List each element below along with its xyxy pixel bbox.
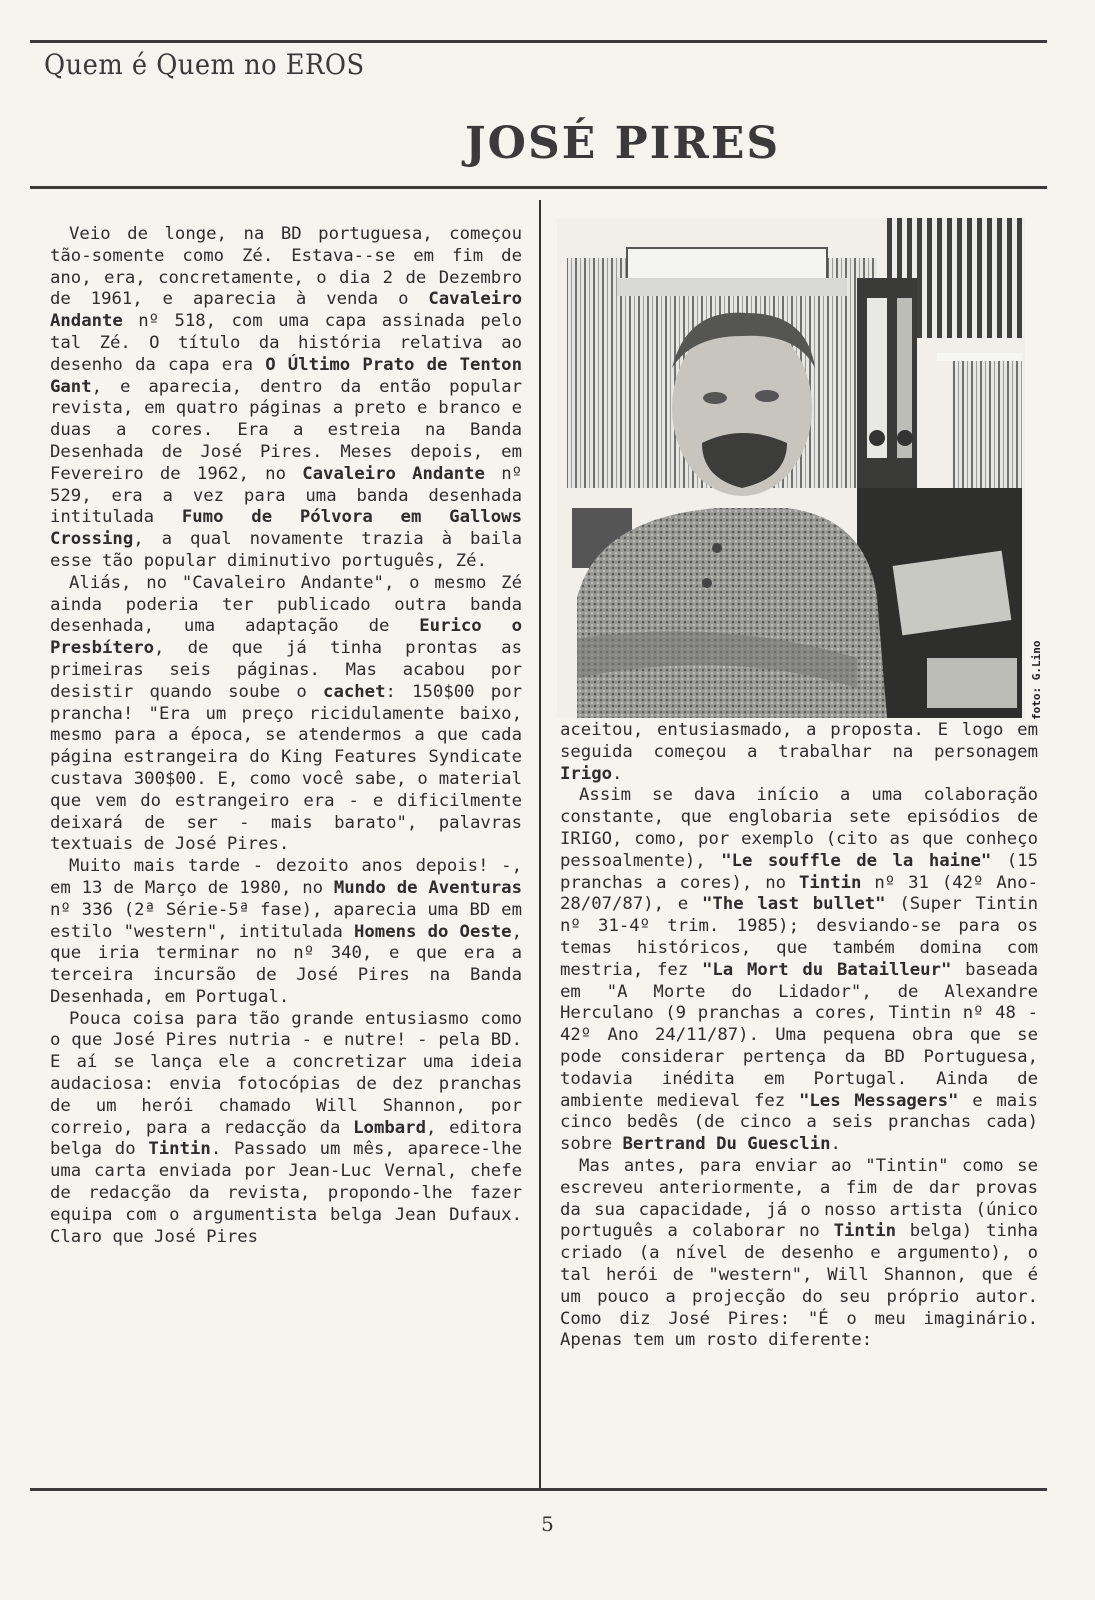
top-rule <box>30 40 1047 43</box>
bottom-rule <box>30 1488 1047 1491</box>
article-paragraph: Mas antes, para enviar ao "Tintin" como se escreveu anteriormente, a fim de dar provas da sua capacidade, já o nosso artista (único português a colaborar no Tintin belga) tinha criado (a nível de desenho e argumento), o tal herói de "western", Will Shannon, que é um pouco a projecção do seu próprio autor. Como diz José Pires: "É o meu imaginário. Apenas tem um rosto diferente: <box>560 1155 1038 1351</box>
article-column-left <box>50 224 522 1248</box>
page-number: 5 <box>541 1512 554 1536</box>
portrait-photo <box>557 218 1025 718</box>
column-divider <box>539 200 541 1490</box>
article-title: JOSÉ PIRES <box>464 118 781 169</box>
section-title: Quem é Quem no EROS <box>44 48 365 81</box>
title-rule <box>30 186 1047 189</box>
photo-credit: foto: G.Lino <box>1030 640 1043 720</box>
article-column-right <box>560 720 1038 1352</box>
article-paragraph: Muito mais tarde - dezoito anos depois! -, em 13 de Março de 1980, no Mundo de Aventuras nº 336 (2ª Série-5ª fase), aparecia uma BD em estilo "western", intitulada Homens do Oeste, que iria terminar no nº 340, e que era a terceira incursão de José Pires na Banda Desenhada, em Portugal. <box>50 856 522 1007</box>
article-paragraph: Pouca coisa para tão grande entusiasmo como o que José Pires nutria - e nutre! - pela BD. E aí se lança ele a concretizar uma ideia audaciosa: envia fotocópias de dez pranchas de um herói chamado Will Shannon, por correio, para a redacção da Lombard, editora belga do Tintin. Passado um mês, aparece-lhe uma carta enviada por Jean-Luc Vernal, chefe de redacção da revista, propondo-lhe fazer equipa com o argumentista belga Jean Dufaux. Claro que José Pires <box>50 1008 522 1247</box>
article-paragraph: Aliás, no "Cavaleiro Andante", o mesmo Zé ainda poderia ter publicado outra banda desenhada, uma adaptação de Eurico o Presbítero, de que já tinha prontas as primeiras seis páginas. Mas acabou por desistir quando soube o cachet: 150$00 por prancha! "Era um preço ricidulamente baixo, mesmo para a época, se atendermos a que cada página estrangeira do King Features Syndicate custava 300$00. E, como você sabe, o material que vem do estrangeiro era - e dificilmente deixará de ser - mais barato", palavras textuais de José Pires. <box>50 572 523 855</box>
portrait-photo-image <box>557 218 1025 718</box>
article-paragraph: Veio de longe, na BD portuguesa, começou tão-somente como Zé. Estava--se em fim de ano, era, concretamente, o dia 2 de Dezembro de 1961, e aparecia à venda o Cavaleiro Andante nº 518, com uma capa assinada pelo tal Zé. O título da história relativa ao desenho da capa era O Último Prato de Tenton Gant, e aparecia, dentro da então popular revista, em quatro páginas a preto e branco e duas a cores. Era a estreia na Banda Desenhada de José Pires. Meses depois, em Fevereiro de 1962, no Cavaleiro Andante nº 529, era a vez para uma banda desenhada intitulada Fumo de Pólvora em Gallows Crossing, a qual novamente trazia à baila esse tão popular diminutivo português, Zé. <box>50 224 522 571</box>
article-paragraph: Assim se dava início a uma colaboração constante, que englobaria sete episódios de IRIGO, como, por exemplo (cito as que conheço pessoalmente), "Le souffle de la haine" (15 pranchas a cores), no Tintin nº 31 (42º Ano-28/07/87), e "The last bullet" (Super Tintin nº 31-4º trim. 1985); desviando-se para os temas históricos, que também domina com mestria, fez "La Mort du Batailleur" baseada em "A Morte do Lidador", de Alexandre Herculano (9 pranchas a cores, Tintin nº 48 - 42º Ano 24/11/87). Uma pequena obra que se pode considerar pertença da BD Portuguesa, todavia inédita em Portugal. Ainda de ambiente medieval fez "Les Messagers" e mais cinco bedês (de cinco a seis pranchas cada) sobre Bertrand Du Guesclin. <box>560 785 1039 1155</box>
article-paragraph: aceitou, entusiasmado, a proposta. E logo em seguida começou a trabalhar na personagem Irigo. <box>560 720 1038 784</box>
